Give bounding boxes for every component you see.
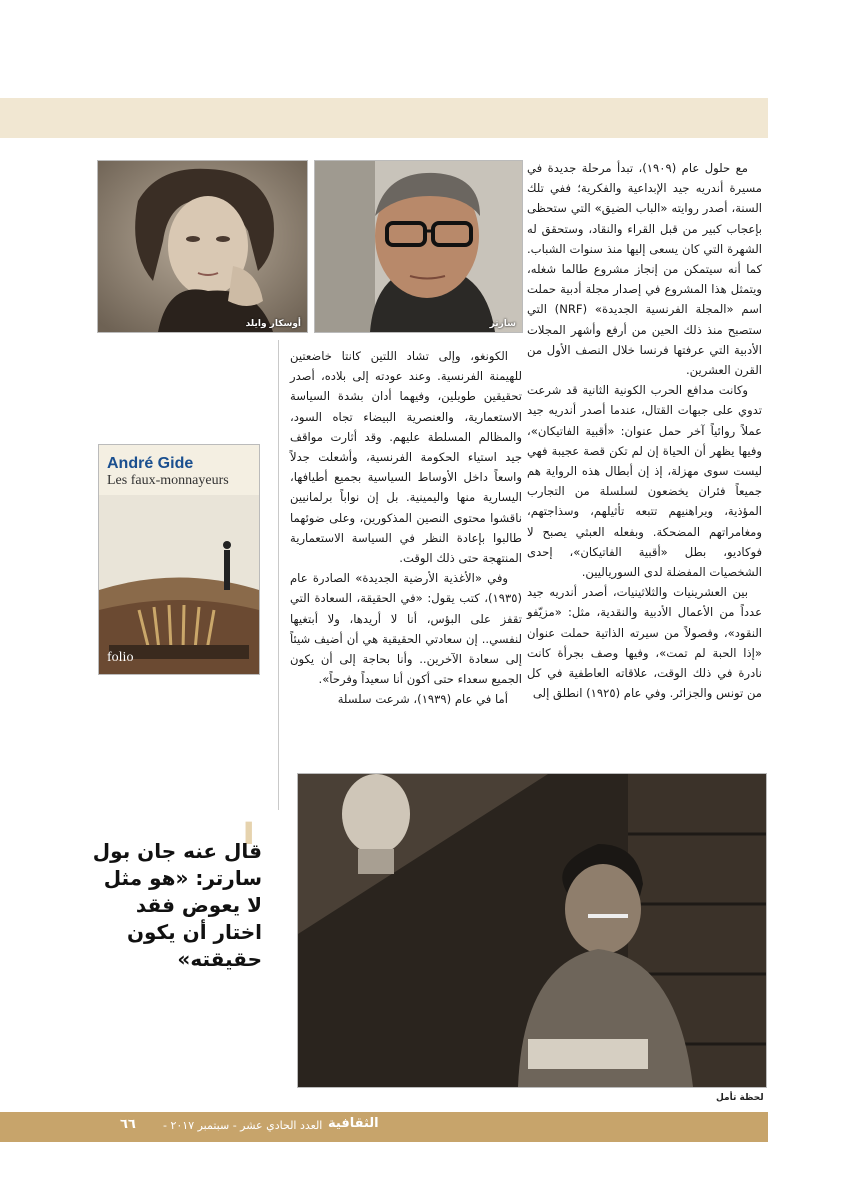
caption-wilde: أوسكار وايلد [245,319,301,329]
paragraph: بين العشرينيات والثلاثينيات، أصدر أندريه جيد عدداً من الأعمال الأدبية والنقدية، مثل: «مزيّفو النقود»، وفصولاً من سيرته الذاتية حملت عنوان «إذا الحبة لم تمت»، وفيها وصف بجرأة كانت نادرة في ذلك الوقت، علاقاته العاطفية في كل من تونس والجزائر. وفي عام (١٩٢٥) انطلق إلى [527,585,762,701]
wilde-portrait-image [98,161,307,332]
caption-sartre: سارتر [489,319,516,329]
photo-oscar-wilde [97,160,308,333]
gide-reading-image [298,774,766,1087]
sartre-portrait-image [315,161,522,332]
book-cover [98,444,260,675]
column-divider [278,340,279,810]
pull-quote: قال عنه جان بول سارتر: «هو مثل لا يعوض فقد اختار أن يكون حقيقته» [92,839,262,971]
book-author: André Gide [107,455,194,472]
book-cover-image [99,495,259,675]
paragraph: وكانت مدافع الحرب الكونية الثانية قد شرعت تدوي على جبهات القتال، عندما أصدر أندريه جيد عملاً روائياً آخر حمل عنوان: «أقبية الفاتيكان»، وفيها يظهر أن الحياة إن لم تكن قصة عجيبة فهي ليست سوى مهزلة، إذ إن أبطال هذه الرواية هم جميعاً فئران يخضعون لسلسلة من التجارب المؤذية، ويراهنيهم تتبعه تأثيلهم، وسذاجتهم، ومغامراتهم المضحكة. وبفعله العبثي يصبح لا فوكاديو، بطل «أقبية الفاتيكان»، إحدى الشخصيات المفضلة لدى السورياليين. [527,383,762,580]
paragraph: أما في عام (١٩٣٩)، شرعت سلسلة [337,692,508,707]
quote-mark-icon: ' [237,807,260,902]
photo-main [297,773,767,1088]
header-band [0,98,768,138]
page-number: ٦٦ [120,1117,136,1132]
paragraph: مع حلول عام (١٩٠٩)، تبدأ مرحلة جديدة في مسيرة أندريه جيد الإبداعية والفكرية؛ ففي تلك السنة، أصدر روايته «الباب الضيق» التي ستحظى بإعجاب كبير من قبل القراء والنقاد، وستحقق له الشهرة التي كان يسعى إليها منذ سنوات الشباب. كما أنه سيتمكن من إنجاز مشروع طالما شغله، ويتمثل هذا المشروع في إصدار مجلة أدبية حملت اسم «المجلة الفرنسية الجديدة» (NRF) التي ستصبح منذ ذلك الحين من أرفع وأشهر المجلات الأدبية التي عرفتها فرنسا خلال النصف الأول من القرن العشرين. [527,161,763,378]
book-title: Les faux-monnayeurs [107,473,229,488]
caption-main-photo: لحظة تأمل [716,1093,764,1103]
magazine-logo: الثقافية [328,1116,379,1131]
footer-bar [0,1112,768,1142]
paragraph: الكونغو، وإلى تشاد اللتين كانتا خاضعتين للهيمنة الفرنسية. وعند عودته إلى بلاده، أصدر تحقيقين طويلين، وفيهما أدان بشدة السياسة الاستعمارية، والعنصرية البيضاء تجاه السود، والمظالم المسلطة عليهم. وقد أثارت مواقف جيد استياء الحكومة الفرنسية، وأشعلت جدلاً واسعاً داخل الأوساط السياسية بجميع أطيافها، اليسارية منها واليمينية. بل إن نواباً برلمانيين ناقشوا محتوى النصين المذكورين، وعلى ضوئهما طالبوا بإعادة النظر في السياسة الاستعمارية المنتهجة حتى ذلك الوقت. [290,349,522,566]
photo-sartre [314,160,523,333]
issue-info: العدد الحادي عشر - سبتمبر ٢٠١٧ - [163,1119,323,1132]
paragraph: وفي «الأغذية الأرضية الجديدة» الصادرة عام (١٩٣٥)، كتب يقول: «في الحقيقة، السعادة التي تقفز على البؤس، أنا لا أريدها، ولا أبتغيها لنفسي.. إن سعادتي الحقيقية هي أن أضيف شيئاً إلى سعادة الآخرين.. وأنا بحاجة إلى أن يكون الجميع سعداء حتى أكون أنا سعيداً وفرحاً». [290,571,522,687]
book-publisher: folio [107,650,134,665]
text-column-left [290,346,522,710]
text-column-right [527,158,762,703]
